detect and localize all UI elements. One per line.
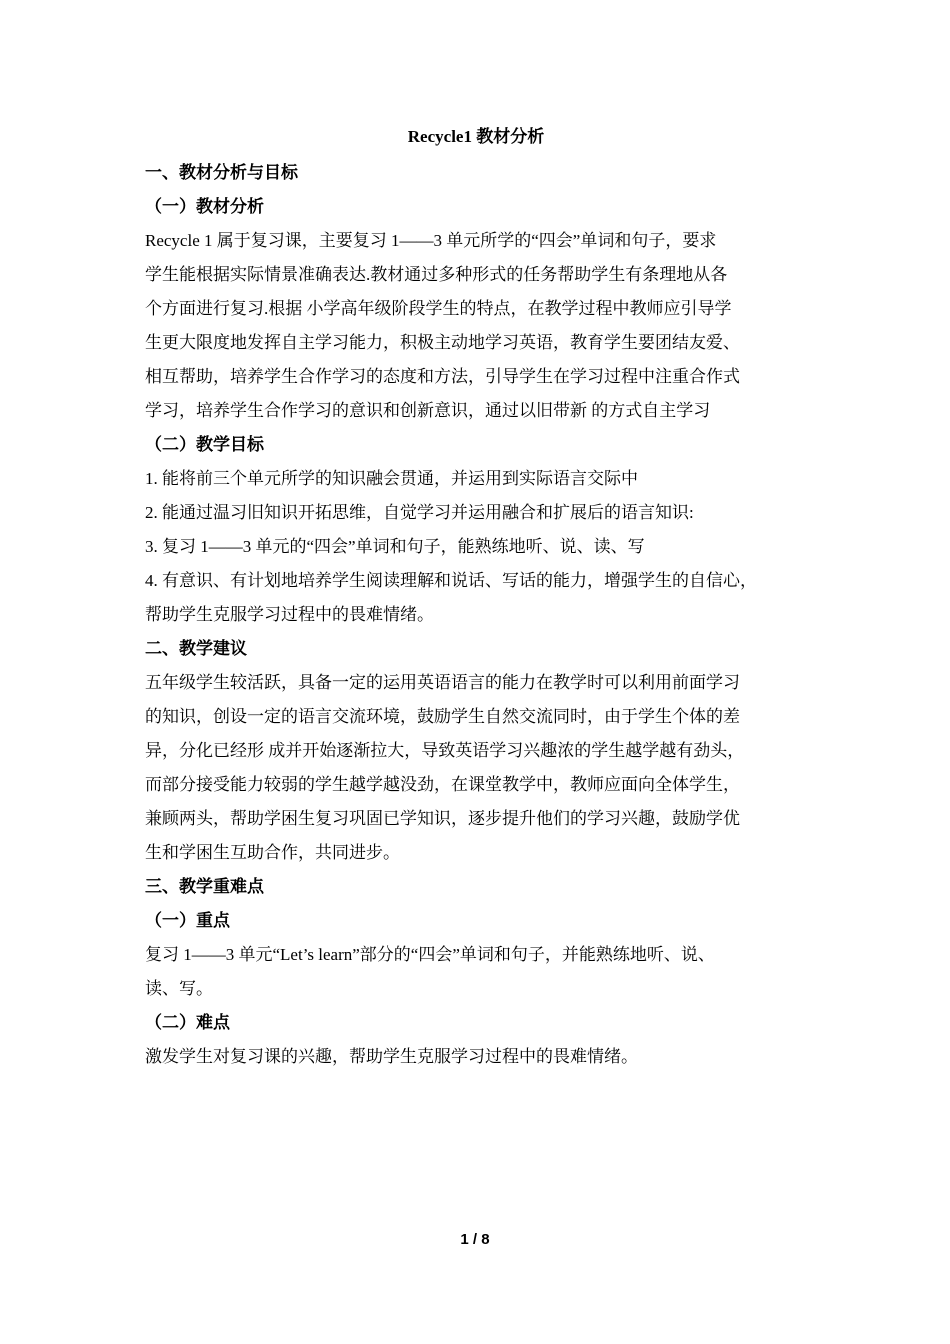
section-heading: 一、教材分析与目标 [145,163,298,182]
paragraph [145,938,807,1006]
list-item: 3. 复习 1——3 单元的“四会”单词和句子，能熟练地听、说、读、写 [145,537,645,556]
text-line: 相互帮助，培养学生合作学习的态度和方法，引导学生在学习过程中注重合作式 [145,367,740,386]
section-heading: 二、教学建议 [145,639,247,658]
text-line: 复习 1——3 单元“Let’s learn”部分的“四会”单词和句子，并能熟练地听、说、 [145,945,715,964]
document-body [145,120,807,1074]
text-line: 学生能根据实际情景准确表达.教材通过多种形式的任务帮助学生有条理地从各 [145,265,728,284]
paragraph [145,462,807,632]
text-line: 的知识，创设一定的语言交流环境，鼓励学生自然交流同时，由于学生个体的差 [145,707,740,726]
text-line: 而部分接受能力较弱的学生越学越没劲，在课堂教学中，教师应面向全体学生， [145,775,740,794]
text-line: 生和学困生互助合作，共同进步。 [145,843,400,862]
page-number: 1 / 8 [460,1231,490,1248]
text-line: 读、写。 [145,979,213,998]
subsection-heading: （二）难点 [145,1013,230,1032]
text-line: 个方面进行复习.根据 小学高年级阶段学生的特点，在教学过程中教师应引导学 [145,299,732,318]
paragraph [145,666,807,870]
subsection-heading: （一）教材分析 [145,197,264,216]
text-line: 学习，培养学生合作学习的意识和创新意识，通过以旧带新 的方式自主学习 [145,401,711,420]
text-line: 异，分化已经形 成并开始逐渐拉大，导致英语学习兴趣浓的学生越学越有劲头， [145,741,745,760]
paragraph [145,224,807,428]
section-heading: 三、教学重难点 [145,877,264,896]
paragraph [145,1040,807,1074]
list-item: 4. 有意识、有计划地培养学生阅读理解和说话、写话的能力，增强学生的自信心， [145,571,757,590]
text-line: 帮助学生克服学习过程中的畏难情绪。 [145,605,434,624]
text-line: Recycle 1 属于复习课，主要复习 1——3 单元所学的“四会”单词和句子，要求 [145,231,717,250]
text-line: 兼顾两头，帮助学困生复习巩固已学知识，逐步提升他们的学习兴趣，鼓励学优 [145,809,740,828]
text-line: 五年级学生较活跃，具备一定的运用英语语言的能力在教学时可以利用前面学习 [145,673,740,692]
list-item: 2. 能通过温习旧知识开拓思维，自觉学习并运用融合和扩展后的语言知识: [145,503,694,522]
list-item: 1. 能将前三个单元所学的知识融会贯通，并运用到实际语言交际中 [145,469,638,488]
document-title: Recycle1 教材分析 [407,127,545,146]
subsection-heading: （一）重点 [145,911,230,930]
text-line: 生更大限度地发挥自主学习能力，积极主动地学习英语，教育学生要团结友爱、 [145,333,740,352]
text-line: 激发学生对复习课的兴趣，帮助学生克服学习过程中的畏难情绪。 [145,1047,638,1066]
subsection-heading: （二）教学目标 [145,435,264,454]
